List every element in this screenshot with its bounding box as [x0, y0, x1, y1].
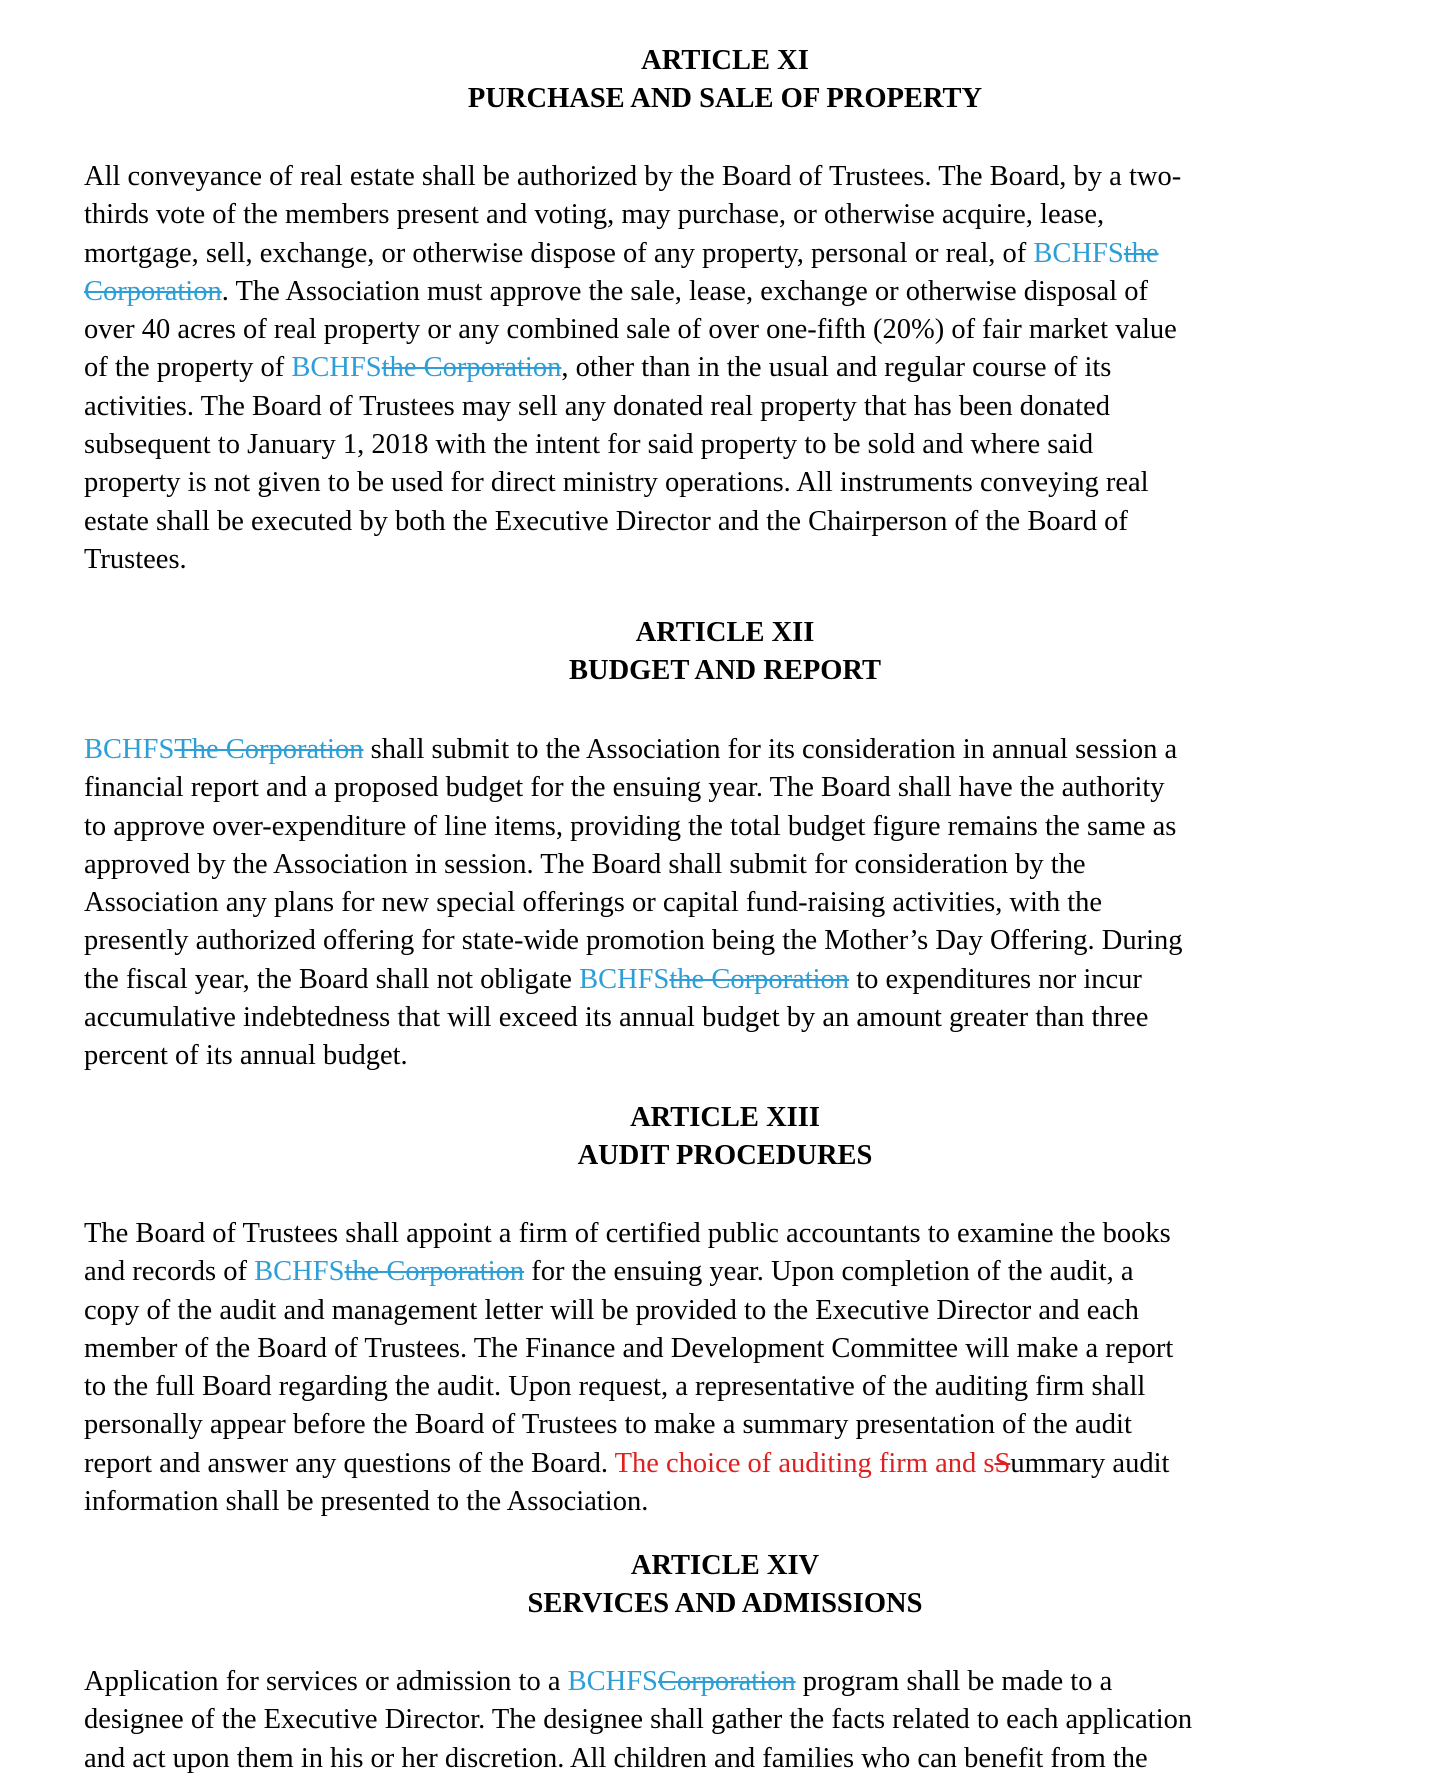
tracked-deletion: Corporation [84, 275, 222, 307]
article-number: ARTICLE XI [641, 45, 809, 76]
text-line: activities. The Board of Trustees may sell any donated real property that has been donated [84, 390, 1110, 422]
article-number: ARTICLE XII [635, 617, 815, 648]
article-xi-heading [0, 42, 1450, 118]
article-xiv-paragraph [84, 1663, 1384, 1778]
tracked-deletion: S [994, 1447, 1011, 1479]
text-line: designee of the Executive Director. The designee shall gather the facts related to each application [84, 1704, 1193, 1736]
article-title: AUDIT PROCEDURES [577, 1140, 873, 1171]
tracked-insertion: BCHFS [254, 1256, 345, 1288]
tracked-insertion: BCHFS [567, 1666, 658, 1697]
tracked-deletion: The Corporation [174, 734, 364, 765]
tracked-insertion: BCHFS [579, 963, 670, 995]
text-line: member of the Board of Trustees. The Finance and Development Committee will make a report [84, 1332, 1174, 1364]
article-xi-paragraph [84, 158, 1384, 579]
text-line: over 40 acres of real property or any combined sale of over one-fifth (20%) of fair market value [84, 314, 1177, 346]
text-line: and act upon them in his or her discretion. All children and families who can benefit from the [84, 1742, 1148, 1774]
text-line: percent of its annual budget. [84, 1040, 408, 1072]
tracked-deletion: the Corporation [669, 963, 850, 995]
text-line: Trustees. [84, 543, 187, 575]
text-line: approved by the Association in session. The Board shall submit for consideration by the [84, 848, 1086, 880]
text-line: to the full Board regarding the audit. Upon request, a representative of the auditing firm shall [84, 1371, 1146, 1403]
article-title: BUDGET AND REPORT [568, 655, 882, 686]
article-title: SERVICES AND ADMISSIONS [527, 1588, 923, 1619]
tracked-deletion: Corporation [657, 1666, 796, 1697]
tracked-insertion: BCHFS [1033, 237, 1124, 269]
text-line: and records of BCHFSthe Corporation for the ensuing year. Upon completion of the audit, a [84, 1256, 1134, 1288]
article-xiii-heading [0, 1099, 1450, 1175]
text-line: Corporation. The Association must approve the sale, lease, exchange or otherwise disposal of [84, 275, 1148, 307]
text-line: accumulative indebtedness that will exceed its annual budget by an amount greater than three [84, 1002, 1149, 1034]
tracked-insertion: BCHFS [84, 734, 175, 765]
article-xii-paragraph [84, 731, 1384, 1076]
text-line: The Board of Trustees shall appoint a firm of certified public accountants to examine the books [84, 1218, 1171, 1249]
article-title: PURCHASE AND SALE OF PROPERTY [467, 83, 983, 114]
article-number: ARTICLE XIV [630, 1550, 820, 1581]
text-line: Association any plans for new special offerings or capital fund-raising activities, with the [84, 887, 1103, 919]
tracked-deletion: the Corporation [344, 1256, 525, 1288]
text-line: thirds vote of the members present and voting, may purchase, or otherwise acquire, lease, [84, 199, 1105, 231]
tracked-deletion: the Corporation [381, 352, 562, 384]
text-line: to approve over-expenditure of line items, providing the total budget figure remains the same as [84, 810, 1177, 842]
tracked-insertion: The choice of auditing firm and s [614, 1447, 995, 1479]
text-line: copy of the audit and management letter will be provided to the Executive Director and each [84, 1294, 1139, 1326]
tracked-deletion: the [1123, 237, 1159, 269]
text-line: information shall be presented to the Association. [84, 1486, 649, 1518]
article-number: ARTICLE XIII [630, 1102, 820, 1133]
text-line: BCHFSThe Corporation shall submit to the Association for its consideration in annual session a [84, 734, 1178, 765]
text-line: personally appear before the Board of Trustees to make a summary presentation of the audit [84, 1409, 1132, 1441]
article-xii-heading [0, 614, 1450, 690]
text-line: estate shall be executed by both the Executive Director and the Chairperson of the Board of [84, 505, 1128, 537]
text-line: the fiscal year, the Board shall not obligate BCHFSthe Corporation to expenditures nor incur [84, 963, 1142, 995]
text-line: of the property of BCHFSthe Corporation, other than in the usual and regular course of its [84, 352, 1112, 384]
text-line: financial report and a proposed budget for the ensuing year. The Board shall have the authority [84, 772, 1165, 804]
tracked-insertion: BCHFS [291, 352, 382, 384]
article-xiv-heading [0, 1547, 1450, 1623]
text-line: All conveyance of real estate shall be authorized by the Board of Trustees. The Board, by a two- [84, 161, 1182, 192]
text-line: property is not given to be used for direct ministry operations. All instruments conveying real [84, 467, 1149, 499]
text-line: report and answer any questions of the Board. The choice of auditing firm and sSummary audit [84, 1447, 1170, 1479]
text-line: Application for services or admission to a BCHFSCorporation program shall be made to a [84, 1666, 1113, 1697]
text-line: presently authorized offering for state-wide promotion being the Mother’s Day Offering. During [84, 925, 1183, 957]
article-xiii-paragraph [84, 1215, 1384, 1521]
text-line: mortgage, sell, exchange, or otherwise dispose of any property, personal or real, of BCHFSthe [84, 237, 1159, 269]
text-line: subsequent to January 1, 2018 with the intent for said property to be sold and where said [84, 429, 1094, 461]
